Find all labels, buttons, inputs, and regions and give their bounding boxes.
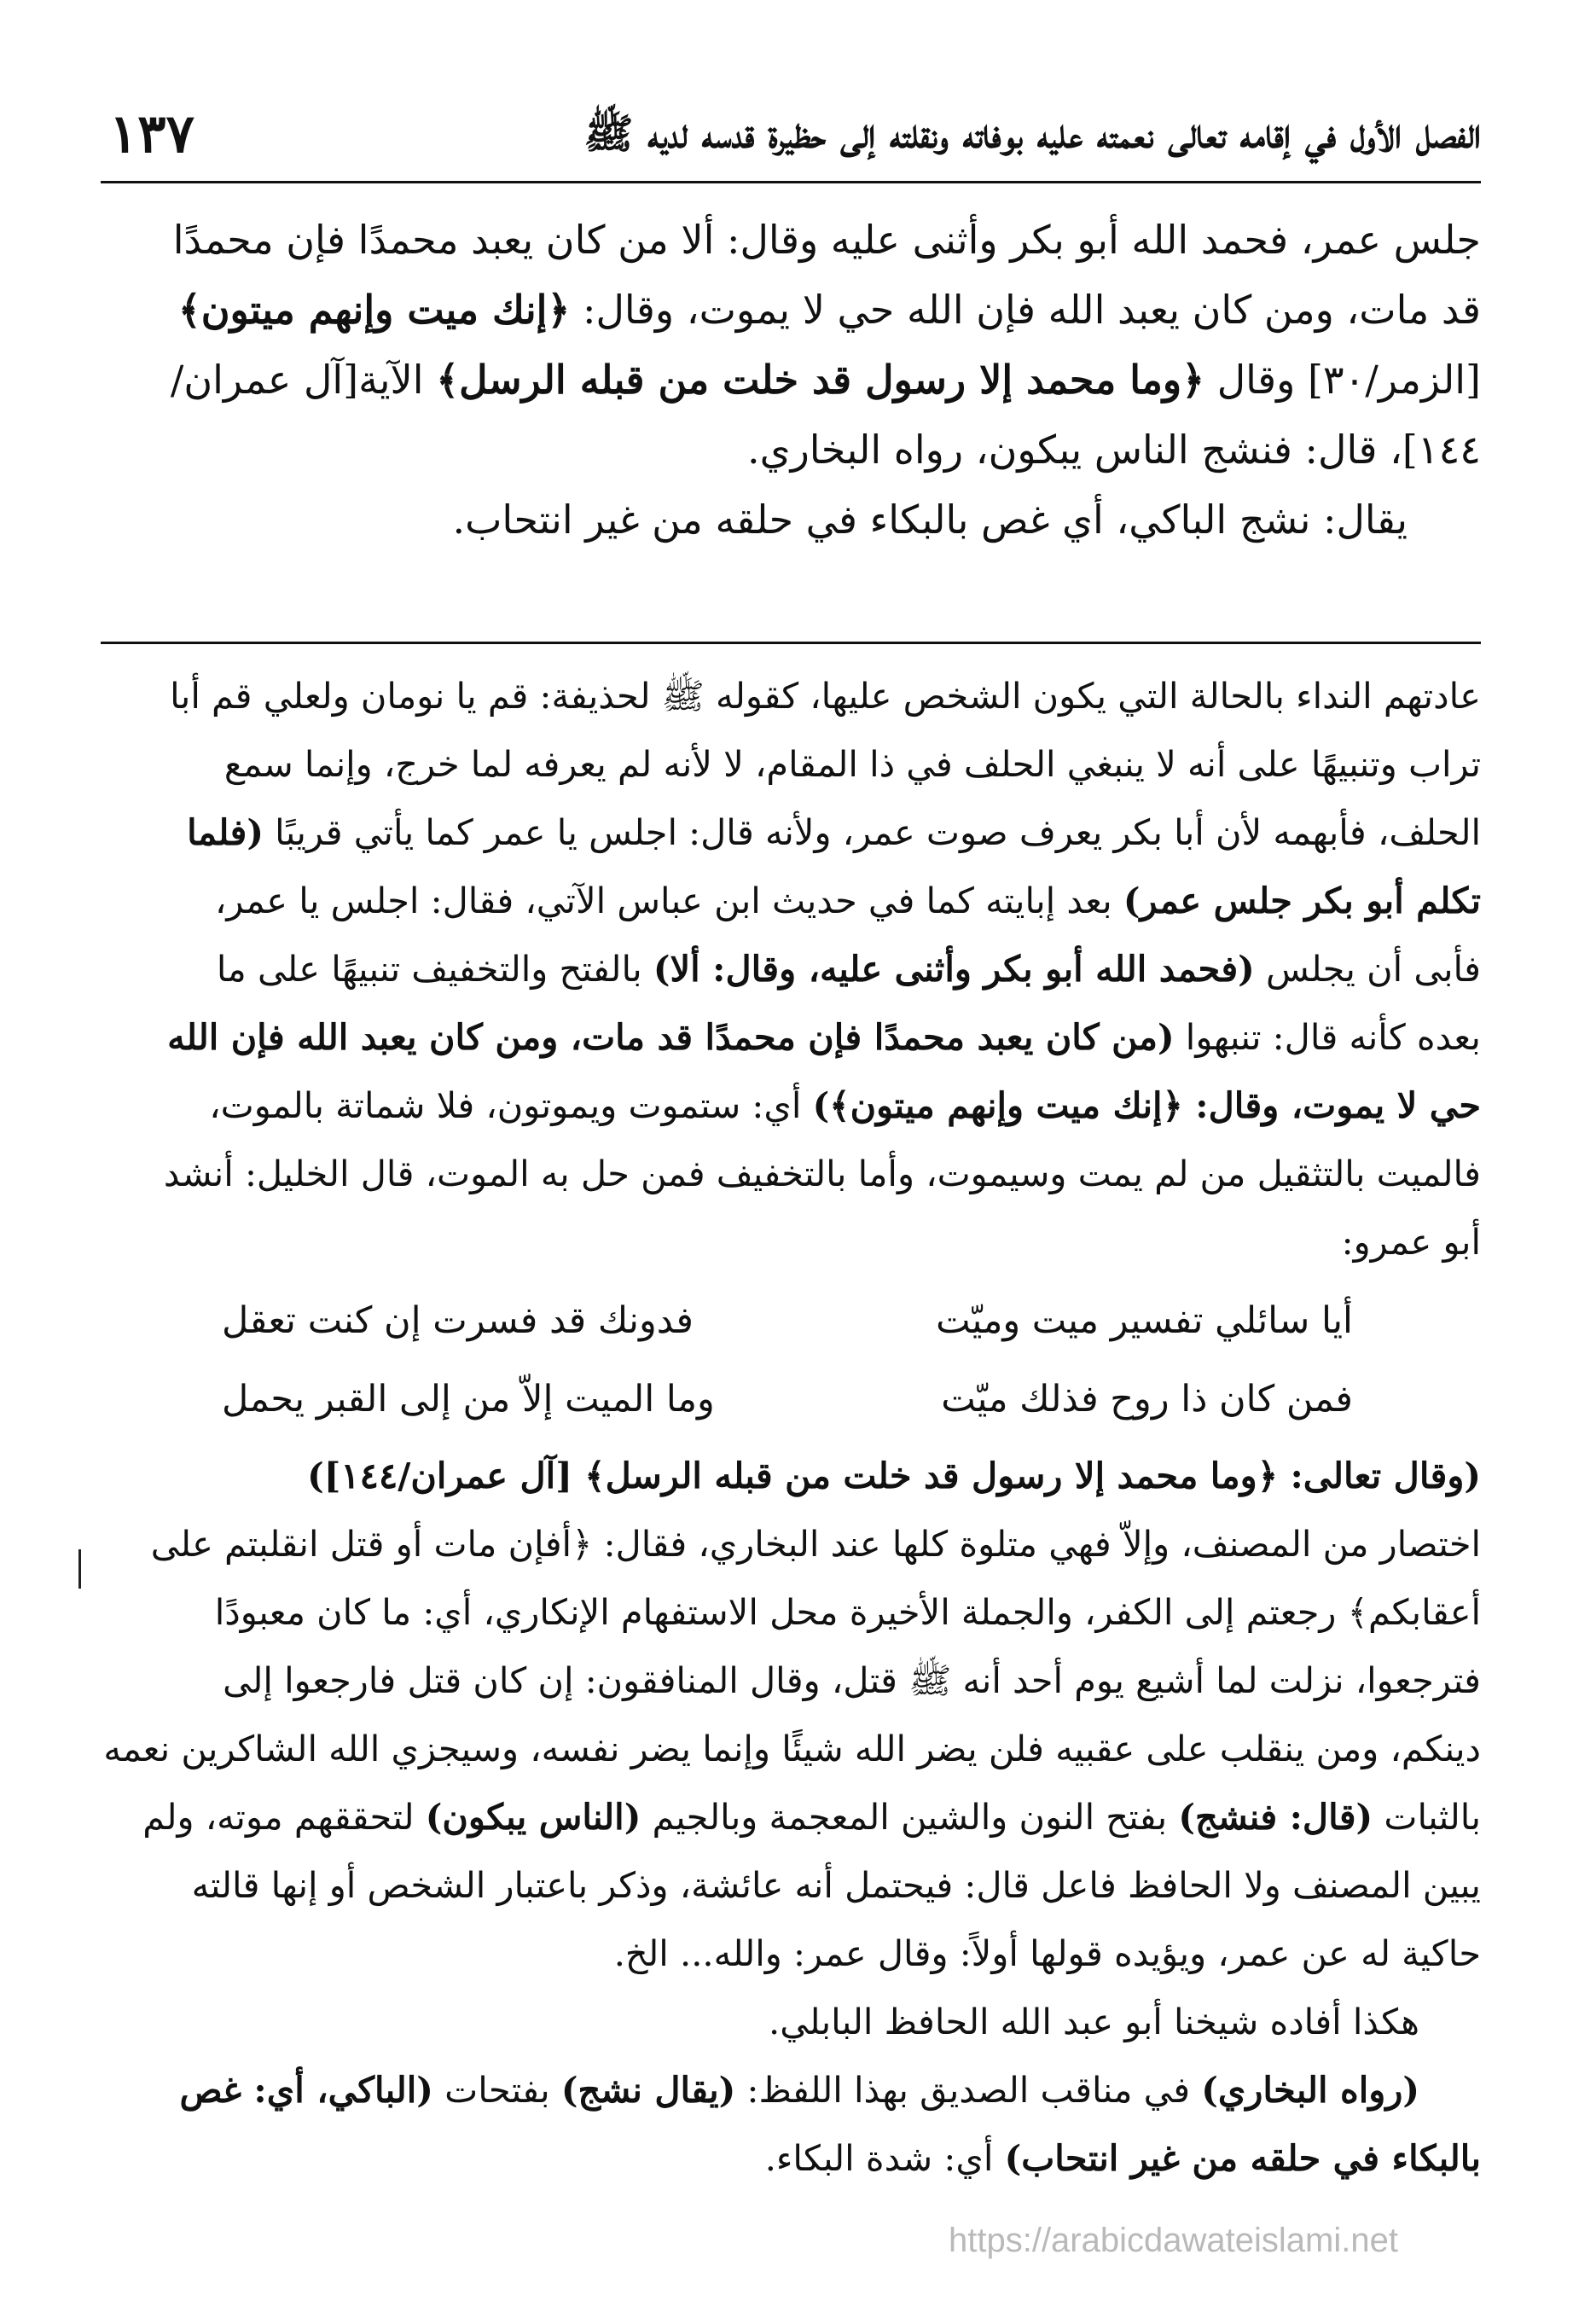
main-text-span: [الزمر/٣٠] وقال — [1204, 357, 1481, 403]
commentary-line — [102, 1715, 1481, 1783]
commentary-line — [102, 1851, 1481, 1920]
matn-quote: (رواه البخاري) — [1201, 2069, 1419, 2111]
commentary-span: بفتحات — [432, 2069, 561, 2111]
matn-quote: بالبكاء في حلقه من غير انتحاب) — [1004, 2137, 1481, 2179]
quran-quote: ﴿إنك ميت وإنهم ميتون﴾ — [177, 287, 571, 333]
commentary-line — [102, 867, 1481, 935]
commentary-line — [102, 1920, 1481, 1988]
commentary-line — [102, 1578, 1481, 1647]
watermark-url: https://arabicdawateislami.net — [949, 2222, 1398, 2259]
main-text-span: ١٤٤]، قال: فنشج الناس يبكون، رواه البخاري. — [746, 427, 1481, 473]
commentary-span: في مناقب الصديق بهذا اللفظ: — [735, 2069, 1202, 2111]
verse-first-half: أيا سائلي تفسير ميت وميّت — [936, 1299, 1353, 1342]
commentary-span: أبو عمرو: — [1341, 1221, 1481, 1263]
commentary-line — [102, 1003, 1481, 1072]
commentary-line — [102, 1783, 1481, 1851]
quran-quote: ﴿وما محمد إلا رسول قد خلت من قبله الرسل﴾ — [436, 357, 1205, 403]
commentary-span: الحلف، فأبهمه لأن أبا بكر يعرف صوت عمر، ولأنه قال: اجلس يا عمر كما يأتي قريبًا — [263, 811, 1481, 853]
commentary-line — [102, 2056, 1419, 2124]
main-line — [109, 345, 1481, 415]
commentary-span: بفتح النون والشين المعجمة وبالجيم — [641, 1796, 1179, 1838]
poem — [102, 1281, 1481, 1438]
matn-quote: (الباكي، أي: غص — [179, 2069, 433, 2111]
main-line — [109, 415, 1481, 485]
main-text-span: جلس عمر، فحمد الله أبو بكر وأثنى عليه وقال: ألا من كان يعبد محمدًا فإن محمدًا — [172, 217, 1481, 263]
matn-quote: (فحمد الله أبو بكر وأثنى عليه، وقال: ألا) — [653, 948, 1255, 990]
commentary-line — [102, 935, 1481, 1003]
commentary-span: لتحققهم موته، ولم — [142, 1796, 426, 1838]
commentary-line — [102, 1140, 1481, 1208]
matn-quote: (قال: فنشج) — [1178, 1796, 1373, 1838]
commentary-span: أي: شدة البكاء. — [764, 2137, 1005, 2179]
matn-quote: (الناس يبكون) — [425, 1796, 641, 1838]
running-title: الفصل الأول في إقامه تعالى نعمته عليه بوفاته ونقلته إلى حظيرة قدسه لديه ﷺ — [583, 110, 1481, 158]
matn-quote: (فلما — [187, 811, 264, 853]
main-line — [109, 205, 1481, 275]
matn-quote-line: (وقال تعالى: ﴿وما محمد إلا رسول قد خلت من قبله الرسل﴾ [آل عمران/١٤٤]) — [307, 1455, 1481, 1496]
commentary-span: عادتهم النداء بالحالة التي يكون الشخص عليها، كقوله ﷺ لحذيفة: قم يا نومان ولعلي قم أبا — [170, 675, 1481, 717]
main-text-span: قد مات، ومن كان يعبد الله فإن الله حي لا يموت، وقال: — [570, 287, 1481, 333]
commentary-span: فأبى أن يجلس — [1254, 948, 1481, 990]
matn-quote: (يقال نشج) — [560, 2069, 736, 2111]
matn-quote: تكلم أبو بكر جلس عمر) — [1123, 880, 1481, 921]
poem-verse — [102, 1281, 1481, 1360]
commentary-span: بعد إبايته كما في حديث ابن عباس الآتي، فقال: اجلس يا عمر، — [214, 880, 1123, 921]
poem-verse — [102, 1360, 1481, 1438]
matn-quote: (من كان يعبد محمدًا فإن محمدًا قد مات، ومن كان يعبد الله فإن الله — [167, 1016, 1175, 1058]
commentary-span: أعقابكم﴾ رجعتم إلى الكفر، والجملة الأخيرة محل الاستفهام الإنكاري، أي: ما كان معبودًا — [214, 1591, 1481, 1633]
commentary-span: بالفتح والتخفيف تنبيهًا على ما — [216, 948, 653, 990]
definition-line: يقال: نشج الباكي، أي غص بالبكاء في حلقه من غير انتحاب. — [452, 497, 1408, 543]
commentary-span: فالميت بالتثقيل من لم يمت وسيموت، وأما بالتخفيف فمن حل به الموت، قال الخليل: أنشد — [163, 1153, 1481, 1194]
commentary-span: اختصار من المصنف، وإلاّ فهي متلوة كلها عند البخاري، فقال: ﴿أفإن مات أو قتل انقلبتم على — [150, 1523, 1481, 1565]
commentary-line — [102, 1510, 1481, 1578]
commentary-line — [102, 799, 1481, 867]
commentary-span: تراب وتنبيهًا على أنه لا ينبغي الحلف في ذا المقام، لا لأنه لم يعرفه لما خرج، وإنما سمع — [223, 743, 1481, 785]
commentary-line — [102, 662, 1481, 730]
running-header — [109, 102, 1481, 179]
commentary-line: هكذا أفاده شيخنا أبو عبد الله الحافظ البابلي. — [769, 2001, 1419, 2042]
commentary-span: فترجعوا، نزلت لما أشيع يوم أحد أنه ﷺ قتل، وقال المنافقون: إن كان قتل فارجعوا إلى — [223, 1659, 1481, 1701]
commentary-line — [102, 1072, 1481, 1140]
commentary-line — [102, 730, 1481, 799]
commentary-line — [102, 1647, 1481, 1715]
verse-second-half: فدونك قد فسرت إن كنت تعقل — [222, 1299, 694, 1342]
main-line — [109, 275, 1481, 345]
page-number: ١٣٧ — [109, 102, 194, 165]
commentary-span: أي: ستموت ويموتون، فلا شماتة بالموت، — [209, 1084, 813, 1126]
commentary-span: يبين المصنف ولا الحافظ فاعل قال: فيحتمل أنه عائشة، وذكر باعتبار الشخص أو إنها قالته — [191, 1864, 1481, 1906]
commentary-span: بعده كأنه قال: تنبهوا — [1174, 1016, 1481, 1058]
header-divider — [101, 181, 1481, 183]
commentary — [102, 662, 1481, 2193]
main-text-span: الآية[آل عمران/ — [170, 357, 437, 403]
commentary-span: بالثبات — [1373, 1796, 1481, 1838]
main-text — [109, 205, 1481, 555]
commentary-span: حاكية له عن عمر، ويؤيده قولها أولاً: وقال عمر: والله... الخ. — [613, 1932, 1481, 1974]
verse-second-half: وما الميت إلاّ من إلى القبر يحمل — [222, 1378, 715, 1421]
verse-first-half: فمن كان ذا روح فذلك ميّت — [941, 1378, 1353, 1421]
matn-quote: حي لا يموت، وقال: ﴿إنك ميت وإنهم ميتون﴾) — [812, 1084, 1481, 1126]
commentary-line — [102, 1208, 1481, 1276]
commentary-line — [102, 2124, 1481, 2193]
margin-mark — [78, 1549, 81, 1589]
commentary-divider — [101, 642, 1481, 644]
commentary-span: دينكم، ومن ينقلب على عقبيه فلن يضر الله شيئًا وإنما يضر نفسه، وسيجزي الله الشاكرين نعمه — [103, 1728, 1481, 1769]
